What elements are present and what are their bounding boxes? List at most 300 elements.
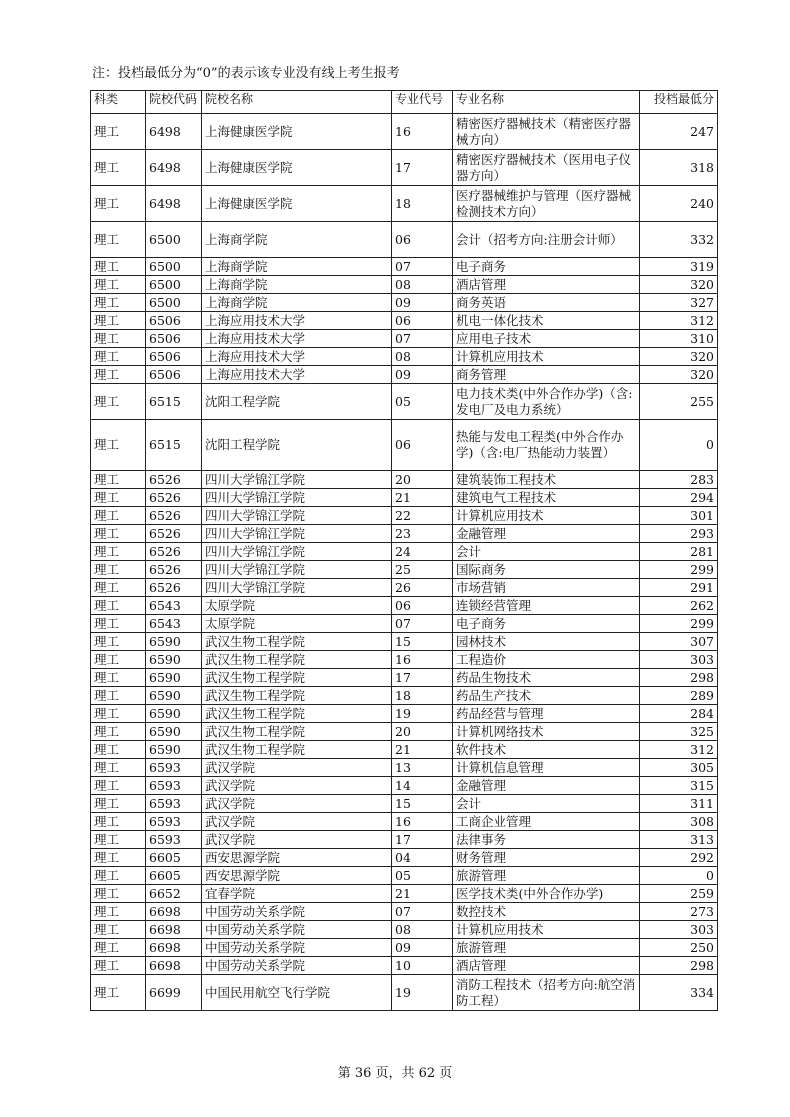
cell-min-score: 320 [640,366,718,384]
cell-major-name: 电力技术类(中外合作办学)（含:发电厂及电力系统） [453,384,640,420]
table-row [91,813,718,831]
cell-school-name: 武汉学院 [202,759,392,777]
table-row [91,777,718,795]
cell-school-name: 武汉学院 [202,795,392,813]
cell-major-code: 07 [392,903,453,921]
cell-min-score: 283 [640,471,718,489]
cell-school-code: 6500 [146,276,202,294]
cell-category: 理工 [91,258,146,276]
cell-min-score: 273 [640,903,718,921]
cell-min-score: 299 [640,615,718,633]
cell-major-name: 电子商务 [453,615,640,633]
cell-min-score: 327 [640,294,718,312]
table-row [91,471,718,489]
cell-school-code: 6526 [146,507,202,525]
table-row [91,150,718,186]
table-row [91,276,718,294]
table-row [91,489,718,507]
cell-category: 理工 [91,366,146,384]
cell-major-name: 酒店管理 [453,276,640,294]
cell-major-code: 19 [392,975,453,1011]
cell-min-score: 284 [640,705,718,723]
cell-major-name: 药品生产技术 [453,687,640,705]
cell-school-name: 上海应用技术大学 [202,312,392,330]
cell-school-code: 6526 [146,489,202,507]
cell-major-code: 07 [392,330,453,348]
cell-major-code: 05 [392,384,453,420]
table-body [91,114,718,1011]
table-row [91,114,718,150]
cell-major-code: 08 [392,276,453,294]
cell-major-name: 法律事务 [453,831,640,849]
cell-school-code: 6590 [146,687,202,705]
cell-school-name: 中国劳动关系学院 [202,903,392,921]
cell-major-name: 软件技术 [453,741,640,759]
cell-category: 理工 [91,114,146,150]
cell-school-code: 6593 [146,831,202,849]
cell-school-name: 武汉学院 [202,777,392,795]
table-row [91,957,718,975]
cell-school-name: 武汉生物工程学院 [202,705,392,723]
table-row [91,294,718,312]
cell-major-code: 16 [392,114,453,150]
cell-min-score: 240 [640,186,718,222]
cell-school-code: 6593 [146,777,202,795]
cell-school-name: 武汉生物工程学院 [202,669,392,687]
cell-school-code: 6590 [146,651,202,669]
header-major-code: 专业代号 [392,91,453,114]
cell-school-code: 6526 [146,471,202,489]
cell-major-code: 14 [392,777,453,795]
cell-major-name: 会计 [453,795,640,813]
cell-major-name: 金融管理 [453,777,640,795]
cell-min-score: 303 [640,921,718,939]
cell-min-score: 318 [640,150,718,186]
cell-school-name: 上海健康医学院 [202,114,392,150]
cell-major-code: 19 [392,705,453,723]
cell-min-score: 334 [640,975,718,1011]
cell-school-name: 太原学院 [202,615,392,633]
table-row [91,633,718,651]
cell-major-code: 17 [392,669,453,687]
cell-major-code: 09 [392,366,453,384]
cell-category: 理工 [91,795,146,813]
cell-school-code: 6590 [146,705,202,723]
cell-school-name: 武汉学院 [202,813,392,831]
cell-min-score: 293 [640,525,718,543]
cell-min-score: 313 [640,831,718,849]
cell-min-score: 311 [640,795,718,813]
cell-category: 理工 [91,651,146,669]
cell-category: 理工 [91,294,146,312]
cell-major-code: 09 [392,294,453,312]
cell-category: 理工 [91,471,146,489]
table-row [91,831,718,849]
cell-category: 理工 [91,420,146,471]
cell-school-name: 武汉生物工程学院 [202,633,392,651]
cell-school-code: 6593 [146,759,202,777]
cell-category: 理工 [91,903,146,921]
cell-school-code: 6590 [146,741,202,759]
cell-major-code: 09 [392,939,453,957]
cell-school-name: 上海应用技术大学 [202,330,392,348]
cell-school-code: 6698 [146,957,202,975]
cell-school-code: 6652 [146,885,202,903]
table-row [91,867,718,885]
cell-school-code: 6506 [146,330,202,348]
cell-major-name: 金融管理 [453,525,640,543]
cell-major-name: 药品经营与管理 [453,705,640,723]
cell-major-code: 08 [392,348,453,366]
cell-category: 理工 [91,939,146,957]
cell-major-code: 21 [392,741,453,759]
cell-min-score: 312 [640,312,718,330]
cell-min-score: 292 [640,849,718,867]
cell-major-name: 电子商务 [453,258,640,276]
cell-min-score: 262 [640,597,718,615]
cell-school-code: 6506 [146,348,202,366]
cell-major-name: 国际商务 [453,561,640,579]
cell-school-name: 太原学院 [202,597,392,615]
cell-min-score: 310 [640,330,718,348]
cell-school-name: 中国劳动关系学院 [202,939,392,957]
cell-category: 理工 [91,384,146,420]
cell-school-code: 6543 [146,615,202,633]
cell-major-code: 06 [392,312,453,330]
table-row [91,312,718,330]
cell-category: 理工 [91,813,146,831]
admission-score-table [90,90,718,1011]
cell-category: 理工 [91,579,146,597]
cell-min-score: 315 [640,777,718,795]
cell-major-name: 旅游管理 [453,867,640,885]
cell-major-name: 酒店管理 [453,957,640,975]
cell-major-code: 15 [392,633,453,651]
cell-category: 理工 [91,867,146,885]
cell-major-name: 连锁经营管理 [453,597,640,615]
table-row [91,759,718,777]
cell-major-code: 05 [392,867,453,885]
cell-school-code: 6526 [146,525,202,543]
cell-major-name: 会计（招考方向:注册会计师） [453,222,640,258]
cell-major-code: 21 [392,489,453,507]
cell-major-name: 商务英语 [453,294,640,312]
cell-major-code: 16 [392,813,453,831]
cell-major-code: 06 [392,222,453,258]
cell-major-code: 08 [392,921,453,939]
cell-major-name: 医疗器械维护与管理（医疗器械检测技术方向） [453,186,640,222]
cell-major-code: 21 [392,885,453,903]
cell-major-name: 计算机应用技术 [453,348,640,366]
cell-school-name: 四川大学锦江学院 [202,471,392,489]
cell-min-score: 303 [640,651,718,669]
cell-school-name: 上海商学院 [202,222,392,258]
table-row [91,885,718,903]
table-row [91,507,718,525]
cell-major-name: 精密医疗器械技术（医用电子仪器方向） [453,150,640,186]
cell-major-code: 06 [392,597,453,615]
cell-major-name: 数控技术 [453,903,640,921]
cell-major-name: 建筑电气工程技术 [453,489,640,507]
cell-category: 理工 [91,186,146,222]
cell-category: 理工 [91,150,146,186]
cell-school-code: 6526 [146,543,202,561]
cell-school-name: 中国劳动关系学院 [202,957,392,975]
cell-category: 理工 [91,348,146,366]
cell-school-name: 沈阳工程学院 [202,384,392,420]
cell-school-name: 西安思源学院 [202,867,392,885]
cell-major-code: 13 [392,759,453,777]
cell-category: 理工 [91,507,146,525]
cell-major-name: 市场营销 [453,579,640,597]
cell-major-name: 旅游管理 [453,939,640,957]
header-category: 科类 [91,91,146,114]
cell-school-code: 6590 [146,633,202,651]
cell-min-score: 307 [640,633,718,651]
cell-category: 理工 [91,312,146,330]
table-row [91,651,718,669]
cell-min-score: 247 [640,114,718,150]
cell-school-code: 6526 [146,561,202,579]
cell-major-code: 22 [392,507,453,525]
cell-school-code: 6590 [146,669,202,687]
table-row [91,384,718,420]
cell-min-score: 319 [640,258,718,276]
table-row [91,975,718,1011]
cell-school-name: 上海应用技术大学 [202,348,392,366]
cell-category: 理工 [91,759,146,777]
cell-min-score: 298 [640,957,718,975]
cell-category: 理工 [91,330,146,348]
table-row [91,525,718,543]
cell-school-code: 6515 [146,384,202,420]
cell-major-name: 热能与发电工程类(中外合作办学)（含:电厂热能动力装置） [453,420,640,471]
cell-school-name: 上海应用技术大学 [202,366,392,384]
cell-school-name: 上海健康医学院 [202,150,392,186]
cell-min-score: 308 [640,813,718,831]
cell-school-name: 武汉生物工程学院 [202,723,392,741]
cell-category: 理工 [91,723,146,741]
cell-school-name: 武汉生物工程学院 [202,687,392,705]
cell-major-code: 16 [392,651,453,669]
table-header-row [91,91,718,114]
cell-school-code: 6590 [146,723,202,741]
cell-school-name: 武汉生物工程学院 [202,651,392,669]
table-row [91,258,718,276]
cell-school-name: 四川大学锦江学院 [202,561,392,579]
header-major-name: 专业名称 [453,91,640,114]
cell-category: 理工 [91,597,146,615]
table-row [91,903,718,921]
cell-category: 理工 [91,561,146,579]
table-row [91,849,718,867]
cell-major-code: 25 [392,561,453,579]
table-row [91,669,718,687]
cell-min-score: 255 [640,384,718,420]
cell-major-name: 园林技术 [453,633,640,651]
table-row [91,561,718,579]
cell-min-score: 289 [640,687,718,705]
cell-min-score: 259 [640,885,718,903]
table-row [91,921,718,939]
table-row [91,222,718,258]
cell-major-code: 23 [392,525,453,543]
header-school-code: 院校代码 [146,91,202,114]
cell-category: 理工 [91,687,146,705]
cell-school-code: 6506 [146,312,202,330]
cell-major-code: 06 [392,420,453,471]
cell-category: 理工 [91,525,146,543]
table-row [91,723,718,741]
cell-major-name: 工程造价 [453,651,640,669]
cell-category: 理工 [91,777,146,795]
cell-category: 理工 [91,957,146,975]
cell-major-name: 应用电子技术 [453,330,640,348]
cell-category: 理工 [91,885,146,903]
cell-school-name: 沈阳工程学院 [202,420,392,471]
cell-school-code: 6698 [146,939,202,957]
cell-school-code: 6500 [146,294,202,312]
cell-major-name: 计算机网络技术 [453,723,640,741]
cell-school-code: 6698 [146,903,202,921]
cell-school-name: 中国劳动关系学院 [202,921,392,939]
cell-min-score: 294 [640,489,718,507]
cell-school-name: 上海商学院 [202,258,392,276]
cell-category: 理工 [91,276,146,294]
cell-school-name: 上海商学院 [202,294,392,312]
table-row [91,615,718,633]
cell-school-code: 6515 [146,420,202,471]
table-row [91,705,718,723]
table-row [91,741,718,759]
table-row [91,597,718,615]
cell-category: 理工 [91,705,146,723]
cell-major-name: 计算机应用技术 [453,921,640,939]
page-note: 注：投档最低分为“0”的表示该专业没有线上考生报考 [92,66,400,81]
cell-category: 理工 [91,633,146,651]
cell-major-code: 04 [392,849,453,867]
cell-min-score: 299 [640,561,718,579]
cell-major-code: 20 [392,471,453,489]
cell-category: 理工 [91,222,146,258]
cell-major-code: 07 [392,615,453,633]
cell-school-code: 6498 [146,186,202,222]
cell-min-score: 332 [640,222,718,258]
cell-category: 理工 [91,543,146,561]
cell-major-code: 17 [392,831,453,849]
cell-school-code: 6500 [146,258,202,276]
table-row [91,330,718,348]
cell-major-code: 18 [392,687,453,705]
cell-school-name: 四川大学锦江学院 [202,543,392,561]
cell-category: 理工 [91,741,146,759]
cell-major-name: 会计 [453,543,640,561]
table-row [91,939,718,957]
cell-school-name: 四川大学锦江学院 [202,489,392,507]
cell-category: 理工 [91,921,146,939]
cell-major-code: 07 [392,258,453,276]
cell-major-name: 医学技术类(中外合作办学) [453,885,640,903]
cell-major-code: 15 [392,795,453,813]
cell-major-name: 精密医疗器械技术（精密医疗器械方向） [453,114,640,150]
cell-major-code: 10 [392,957,453,975]
cell-school-name: 武汉生物工程学院 [202,741,392,759]
cell-school-code: 6543 [146,597,202,615]
cell-school-name: 四川大学锦江学院 [202,525,392,543]
cell-school-name: 宜春学院 [202,885,392,903]
cell-major-code: 18 [392,186,453,222]
header-school-name: 院校名称 [202,91,392,114]
cell-school-name: 上海健康医学院 [202,186,392,222]
cell-major-name: 机电一体化技术 [453,312,640,330]
cell-school-name: 西安思源学院 [202,849,392,867]
cell-major-name: 计算机信息管理 [453,759,640,777]
cell-category: 理工 [91,669,146,687]
cell-school-code: 6698 [146,921,202,939]
table-row [91,543,718,561]
cell-major-code: 17 [392,150,453,186]
table-row [91,348,718,366]
cell-min-score: 320 [640,348,718,366]
cell-category: 理工 [91,975,146,1011]
cell-category: 理工 [91,849,146,867]
cell-major-name: 建筑装饰工程技术 [453,471,640,489]
cell-school-code: 6498 [146,150,202,186]
cell-major-name: 商务管理 [453,366,640,384]
cell-school-name: 四川大学锦江学院 [202,579,392,597]
cell-major-name: 工商企业管理 [453,813,640,831]
cell-category: 理工 [91,615,146,633]
cell-min-score: 312 [640,741,718,759]
cell-school-name: 中国民用航空飞行学院 [202,975,392,1011]
table-row [91,795,718,813]
cell-min-score: 0 [640,867,718,885]
cell-school-code: 6699 [146,975,202,1011]
cell-school-code: 6500 [146,222,202,258]
table-row [91,687,718,705]
cell-school-code: 6498 [146,114,202,150]
cell-min-score: 250 [640,939,718,957]
cell-min-score: 305 [640,759,718,777]
cell-school-name: 武汉学院 [202,831,392,849]
cell-major-name: 药品生物技术 [453,669,640,687]
cell-school-code: 6605 [146,849,202,867]
table-row [91,366,718,384]
table-row [91,420,718,471]
header-min-score: 投档最低分 [640,91,718,114]
cell-min-score: 0 [640,420,718,471]
cell-min-score: 301 [640,507,718,525]
cell-school-code: 6593 [146,813,202,831]
cell-school-name: 上海商学院 [202,276,392,294]
cell-category: 理工 [91,831,146,849]
cell-min-score: 320 [640,276,718,294]
table-row [91,186,718,222]
table-row [91,579,718,597]
cell-category: 理工 [91,489,146,507]
cell-major-name: 财务管理 [453,849,640,867]
cell-major-code: 20 [392,723,453,741]
cell-school-code: 6526 [146,579,202,597]
cell-min-score: 298 [640,669,718,687]
cell-school-code: 6506 [146,366,202,384]
cell-major-code: 24 [392,543,453,561]
cell-min-score: 291 [640,579,718,597]
page-footer: 第 36 页，共 62 页 [337,1066,453,1081]
cell-min-score: 325 [640,723,718,741]
cell-major-name: 消防工程技术（招考方向:航空消防工程） [453,975,640,1011]
cell-school-code: 6593 [146,795,202,813]
